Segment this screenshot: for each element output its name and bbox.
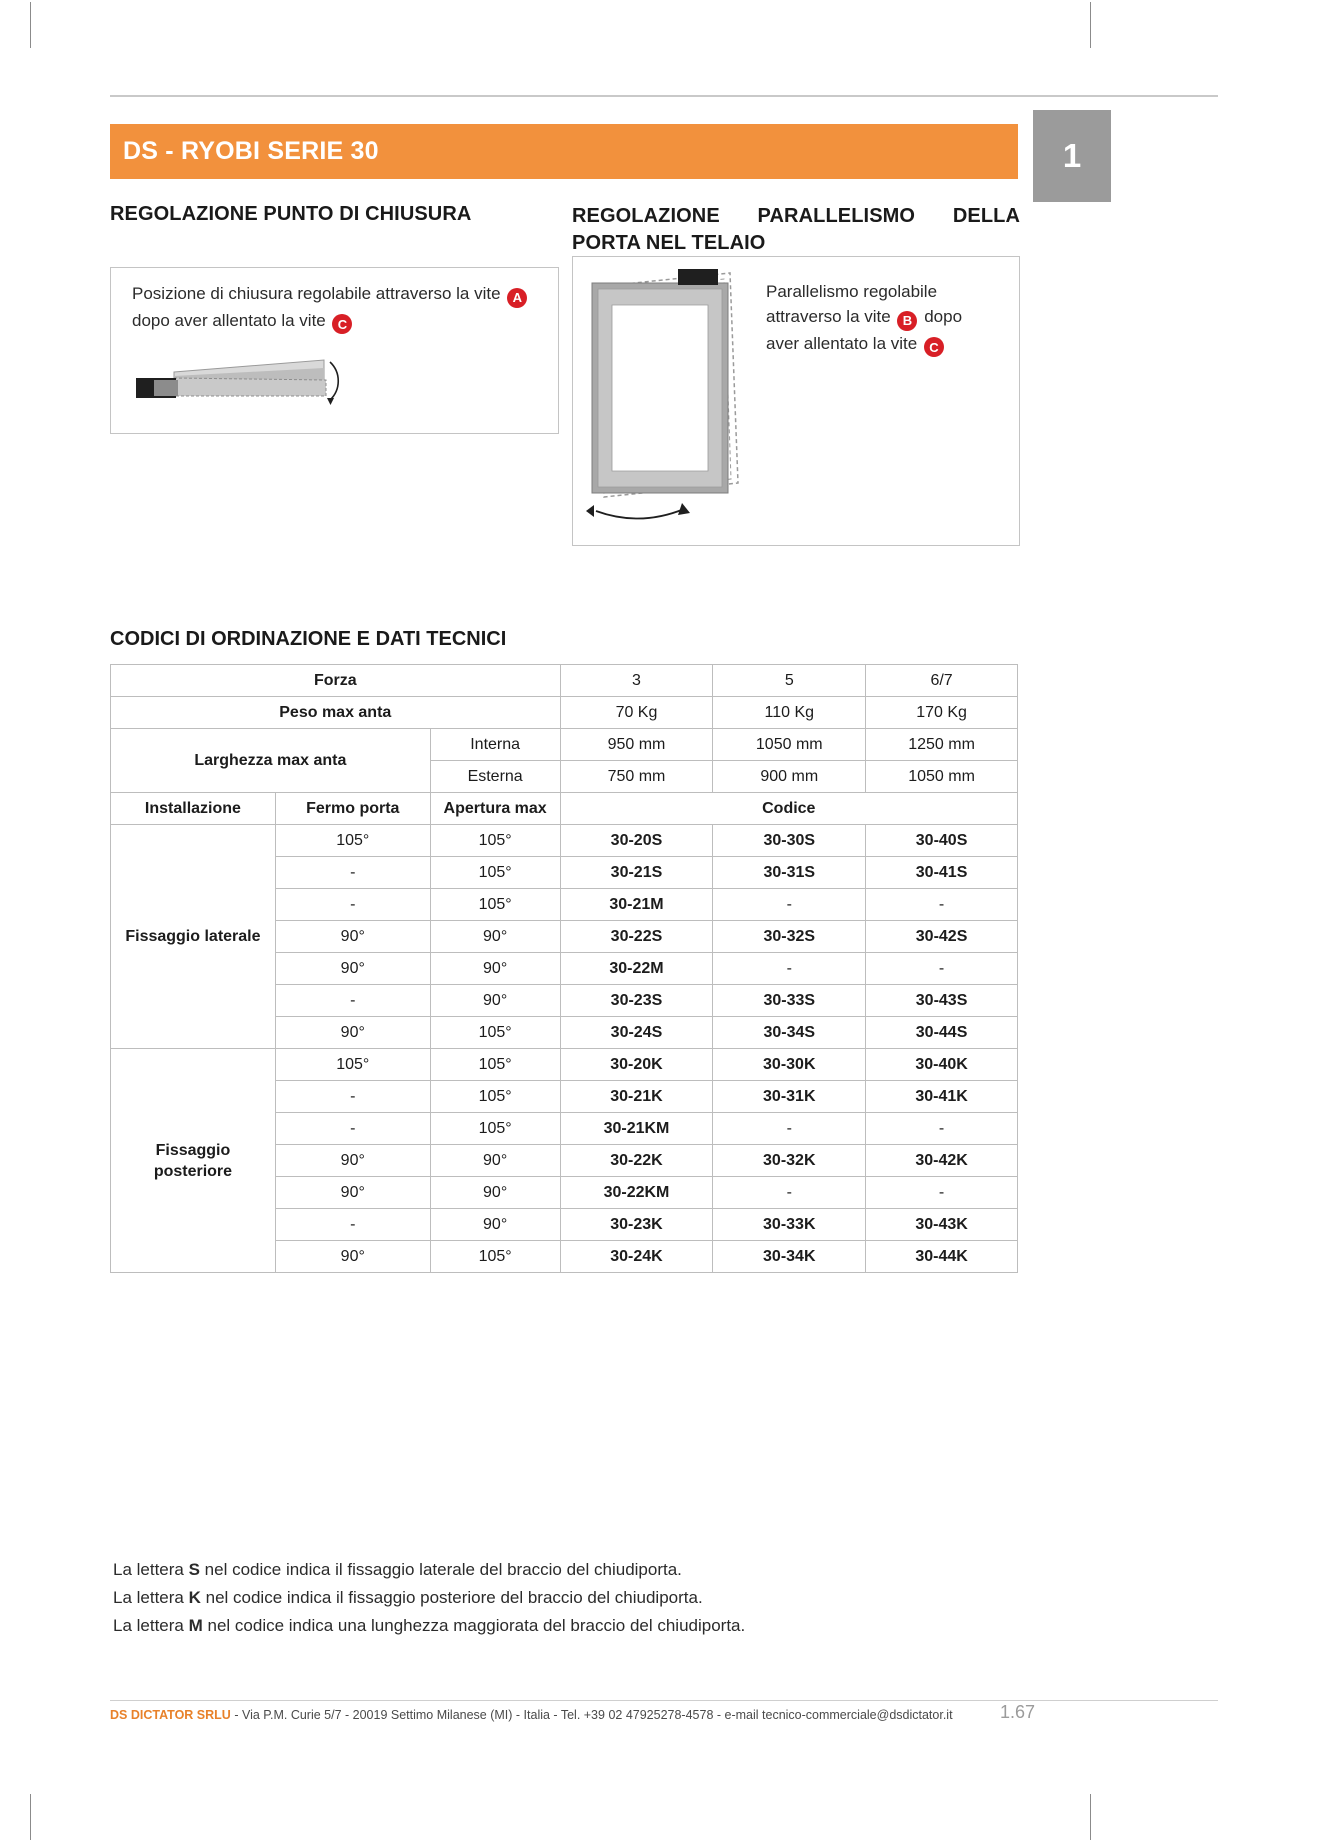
cell-codice-0: 30-24K <box>560 1241 713 1273</box>
cell-fermo-porta: 90° <box>275 921 430 953</box>
notes-block <box>113 1556 745 1640</box>
cell-codice-0: 30-23S <box>560 985 713 1017</box>
table-row-forza <box>111 665 1018 697</box>
table-title: CODICI DI ORDINAZIONE E DATI TECNICI <box>110 628 507 650</box>
cell-larghezza-interna-2: 1250 mm <box>866 729 1018 761</box>
cell-codice-0: 30-21KM <box>560 1113 713 1145</box>
cell-peso-value-1: 110 Kg <box>713 697 866 729</box>
cell-larghezza-esterna-2: 1050 mm <box>866 761 1018 793</box>
note-letter: K <box>188 1588 201 1607</box>
cell-codice-2: 30-43S <box>866 985 1018 1017</box>
page-number: 1.67 <box>1000 1702 1036 1722</box>
cell-larghezza-esterna-label: Esterna <box>430 761 560 793</box>
cell-fermo-porta: - <box>275 1209 430 1241</box>
crop-mark-top-left <box>30 2 31 48</box>
note-letter: S <box>188 1560 200 1579</box>
cell-codice-0: 30-23K <box>560 1209 713 1241</box>
crop-mark-top-right <box>1090 2 1091 48</box>
cell-apertura-max: 90° <box>430 1145 560 1177</box>
cell-codice-0: 30-22M <box>560 953 713 985</box>
cell-fermo-porta: 90° <box>275 1145 430 1177</box>
cell-codice-0: 30-22KM <box>560 1177 713 1209</box>
col-header-codice: Codice <box>560 793 1017 825</box>
cell-fermo-porta: 105° <box>275 1049 430 1081</box>
footer-text <box>110 1708 1018 1722</box>
cell-codice-1: - <box>713 1177 866 1209</box>
cell-peso-label: Peso max anta <box>111 697 561 729</box>
badge-b-icon: B <box>897 311 917 331</box>
footer-company-name: DS DICTATOR SRLU <box>110 1708 231 1722</box>
cell-codice-2: - <box>866 889 1018 921</box>
cell-larghezza-label: Larghezza max anta <box>111 729 431 793</box>
cell-codice-0: 30-24S <box>560 1017 713 1049</box>
section-heading-parallelismo-line1: REGOLAZIONE PARALLELISMO DELLA <box>572 205 1020 227</box>
note-prefix: La lettera <box>113 1560 189 1579</box>
illustration-door-frame <box>578 265 763 535</box>
cell-codice-2: 30-42S <box>866 921 1018 953</box>
badge-c2-icon: C <box>924 337 944 357</box>
cell-codice-1: 30-33K <box>713 1209 866 1241</box>
cell-forza-value-1: 5 <box>713 665 866 697</box>
cell-fermo-porta: - <box>275 889 430 921</box>
cell-codice-2: 30-44S <box>866 1017 1018 1049</box>
badge-a-icon: A <box>507 288 527 308</box>
cell-apertura-max: 105° <box>430 825 560 857</box>
cell-codice-1: 30-31S <box>713 857 866 889</box>
page-top-rule <box>110 95 1218 97</box>
cell-codice-1: - <box>713 889 866 921</box>
footer-address: - Via P.M. Curie 5/7 - 20019 Settimo Milanese (MI) - Italia - Tel. +39 02 47925278-4578 - e-mail tecnico-commerciale@dsdictator.it <box>230 1708 953 1722</box>
cell-apertura-max: 90° <box>430 921 560 953</box>
illustration-closer-arm <box>134 350 354 420</box>
figure-caption-left-text2: dopo aver allentato la vite <box>132 310 326 330</box>
cell-codice-2: 30-40K <box>866 1049 1018 1081</box>
cell-codice-2: 30-42K <box>866 1145 1018 1177</box>
cell-apertura-max: 105° <box>430 857 560 889</box>
note-prefix: La lettera <box>113 1588 189 1607</box>
note-line-2 <box>113 1612 745 1640</box>
cell-fermo-porta: 90° <box>275 953 430 985</box>
cell-forza-value-0: 3 <box>560 665 713 697</box>
chapter-tab <box>1033 110 1111 202</box>
table-row <box>111 825 1018 857</box>
cell-codice-1: 30-30K <box>713 1049 866 1081</box>
cell-fermo-porta: - <box>275 1081 430 1113</box>
cell-fermo-porta: - <box>275 1113 430 1145</box>
note-line-0 <box>113 1556 745 1584</box>
cell-larghezza-esterna-1: 900 mm <box>713 761 866 793</box>
cell-codice-0: 30-22S <box>560 921 713 953</box>
cell-codice-1: - <box>713 1113 866 1145</box>
cell-fermo-porta: 105° <box>275 825 430 857</box>
page-title-bar <box>110 124 1018 179</box>
cell-apertura-max: 90° <box>430 1177 560 1209</box>
cell-codice-2: 30-44K <box>866 1241 1018 1273</box>
cell-codice-1: 30-31K <box>713 1081 866 1113</box>
crop-mark-bottom-left <box>30 1794 31 1840</box>
cell-fermo-porta: 90° <box>275 1177 430 1209</box>
col-header-apertura-max: Apertura max <box>430 793 560 825</box>
cell-apertura-max: 90° <box>430 985 560 1017</box>
badge-c-icon: C <box>332 314 352 334</box>
cell-larghezza-interna-1: 1050 mm <box>713 729 866 761</box>
figure-caption-parallelism <box>766 279 998 357</box>
cell-apertura-max: 105° <box>430 1081 560 1113</box>
chapter-tab-number: 1 <box>1062 137 1082 174</box>
cell-apertura-max: 105° <box>430 1113 560 1145</box>
cell-fermo-porta: - <box>275 857 430 889</box>
cell-codice-1: 30-32S <box>713 921 866 953</box>
note-letter: M <box>188 1616 203 1635</box>
cell-codice-0: 30-21S <box>560 857 713 889</box>
cell-codice-2: 30-41K <box>866 1081 1018 1113</box>
cell-codice-2: - <box>866 1113 1018 1145</box>
group-label-fissaggio-laterale: Fissaggio laterale <box>111 825 276 1049</box>
cell-larghezza-interna-label: Interna <box>430 729 560 761</box>
figure-caption-right-text2: dopo aver allentato la vite <box>766 307 963 353</box>
note-suffix: nel codice indica il fissaggio laterale del braccio del chiudiporta. <box>199 1560 682 1579</box>
section-heading-parallelismo <box>572 203 1020 257</box>
cell-codice-2: - <box>866 953 1018 985</box>
cell-codice-2: - <box>866 1177 1018 1209</box>
note-line-1 <box>113 1584 745 1612</box>
cell-apertura-max: 105° <box>430 1017 560 1049</box>
figure-caption-left-text1: Posizione di chiusura regolabile attraverso la vite <box>132 284 501 303</box>
table-row <box>111 1049 1018 1081</box>
cell-larghezza-interna-0: 950 mm <box>560 729 713 761</box>
note-prefix: La lettera <box>113 1616 189 1635</box>
cell-peso-value-0: 70 Kg <box>560 697 713 729</box>
page-title: DS - RYOBI SERIE 30 <box>123 137 379 165</box>
col-header-installazione: Installazione <box>111 793 276 825</box>
cell-apertura-max: 90° <box>430 1209 560 1241</box>
cell-codice-0: 30-21K <box>560 1081 713 1113</box>
section-heading-punto-di-chiusura: REGOLAZIONE PUNTO DI CHIUSURA <box>110 203 472 225</box>
cell-codice-0: 30-21M <box>560 889 713 921</box>
crop-mark-bottom-right <box>1090 1794 1091 1840</box>
cell-codice-0: 30-22K <box>560 1145 713 1177</box>
cell-codice-1: 30-32K <box>713 1145 866 1177</box>
cell-fermo-porta: - <box>275 985 430 1017</box>
cell-codice-0: 30-20S <box>560 825 713 857</box>
note-suffix: nel codice indica il fissaggio posteriore del braccio del chiudiporta. <box>200 1588 703 1607</box>
cell-apertura-max: 105° <box>430 889 560 921</box>
note-suffix: nel codice indica una lunghezza maggiorata del braccio del chiudiporta. <box>202 1616 746 1635</box>
ordering-codes-table <box>110 664 1018 1273</box>
cell-codice-2: 30-43K <box>866 1209 1018 1241</box>
cell-peso-value-2: 170 Kg <box>866 697 1018 729</box>
cell-apertura-max: 90° <box>430 953 560 985</box>
table-row-peso <box>111 697 1018 729</box>
cell-codice-1: 30-34K <box>713 1241 866 1273</box>
cell-apertura-max: 105° <box>430 1049 560 1081</box>
group-label-fissaggio-posteriore: Fissaggio posteriore <box>111 1049 276 1273</box>
table-row-larghezza-interna <box>111 729 1018 761</box>
cell-apertura-max: 105° <box>430 1241 560 1273</box>
figure-caption-closing-point <box>132 281 536 334</box>
section-heading-parallelismo-line2: PORTA NEL TELAIO <box>572 232 766 254</box>
cell-fermo-porta: 90° <box>275 1017 430 1049</box>
cell-codice-1: - <box>713 953 866 985</box>
cell-codice-2: 30-40S <box>866 825 1018 857</box>
cell-codice-1: 30-33S <box>713 985 866 1017</box>
cell-codice-1: 30-34S <box>713 1017 866 1049</box>
cell-codice-0: 30-20K <box>560 1049 713 1081</box>
cell-fermo-porta: 90° <box>275 1241 430 1273</box>
figure-caption-right-text1: Parallelismo regolabile attraverso la vite <box>766 282 938 326</box>
cell-forza-value-2: 6/7 <box>866 665 1018 697</box>
footer-rule <box>110 1700 1218 1701</box>
cell-larghezza-esterna-0: 750 mm <box>560 761 713 793</box>
table-header-row-columns <box>111 793 1018 825</box>
cell-codice-2: 30-41S <box>866 857 1018 889</box>
cell-codice-1: 30-30S <box>713 825 866 857</box>
cell-forza-label: Forza <box>111 665 561 697</box>
col-header-fermo-porta: Fermo porta <box>275 793 430 825</box>
